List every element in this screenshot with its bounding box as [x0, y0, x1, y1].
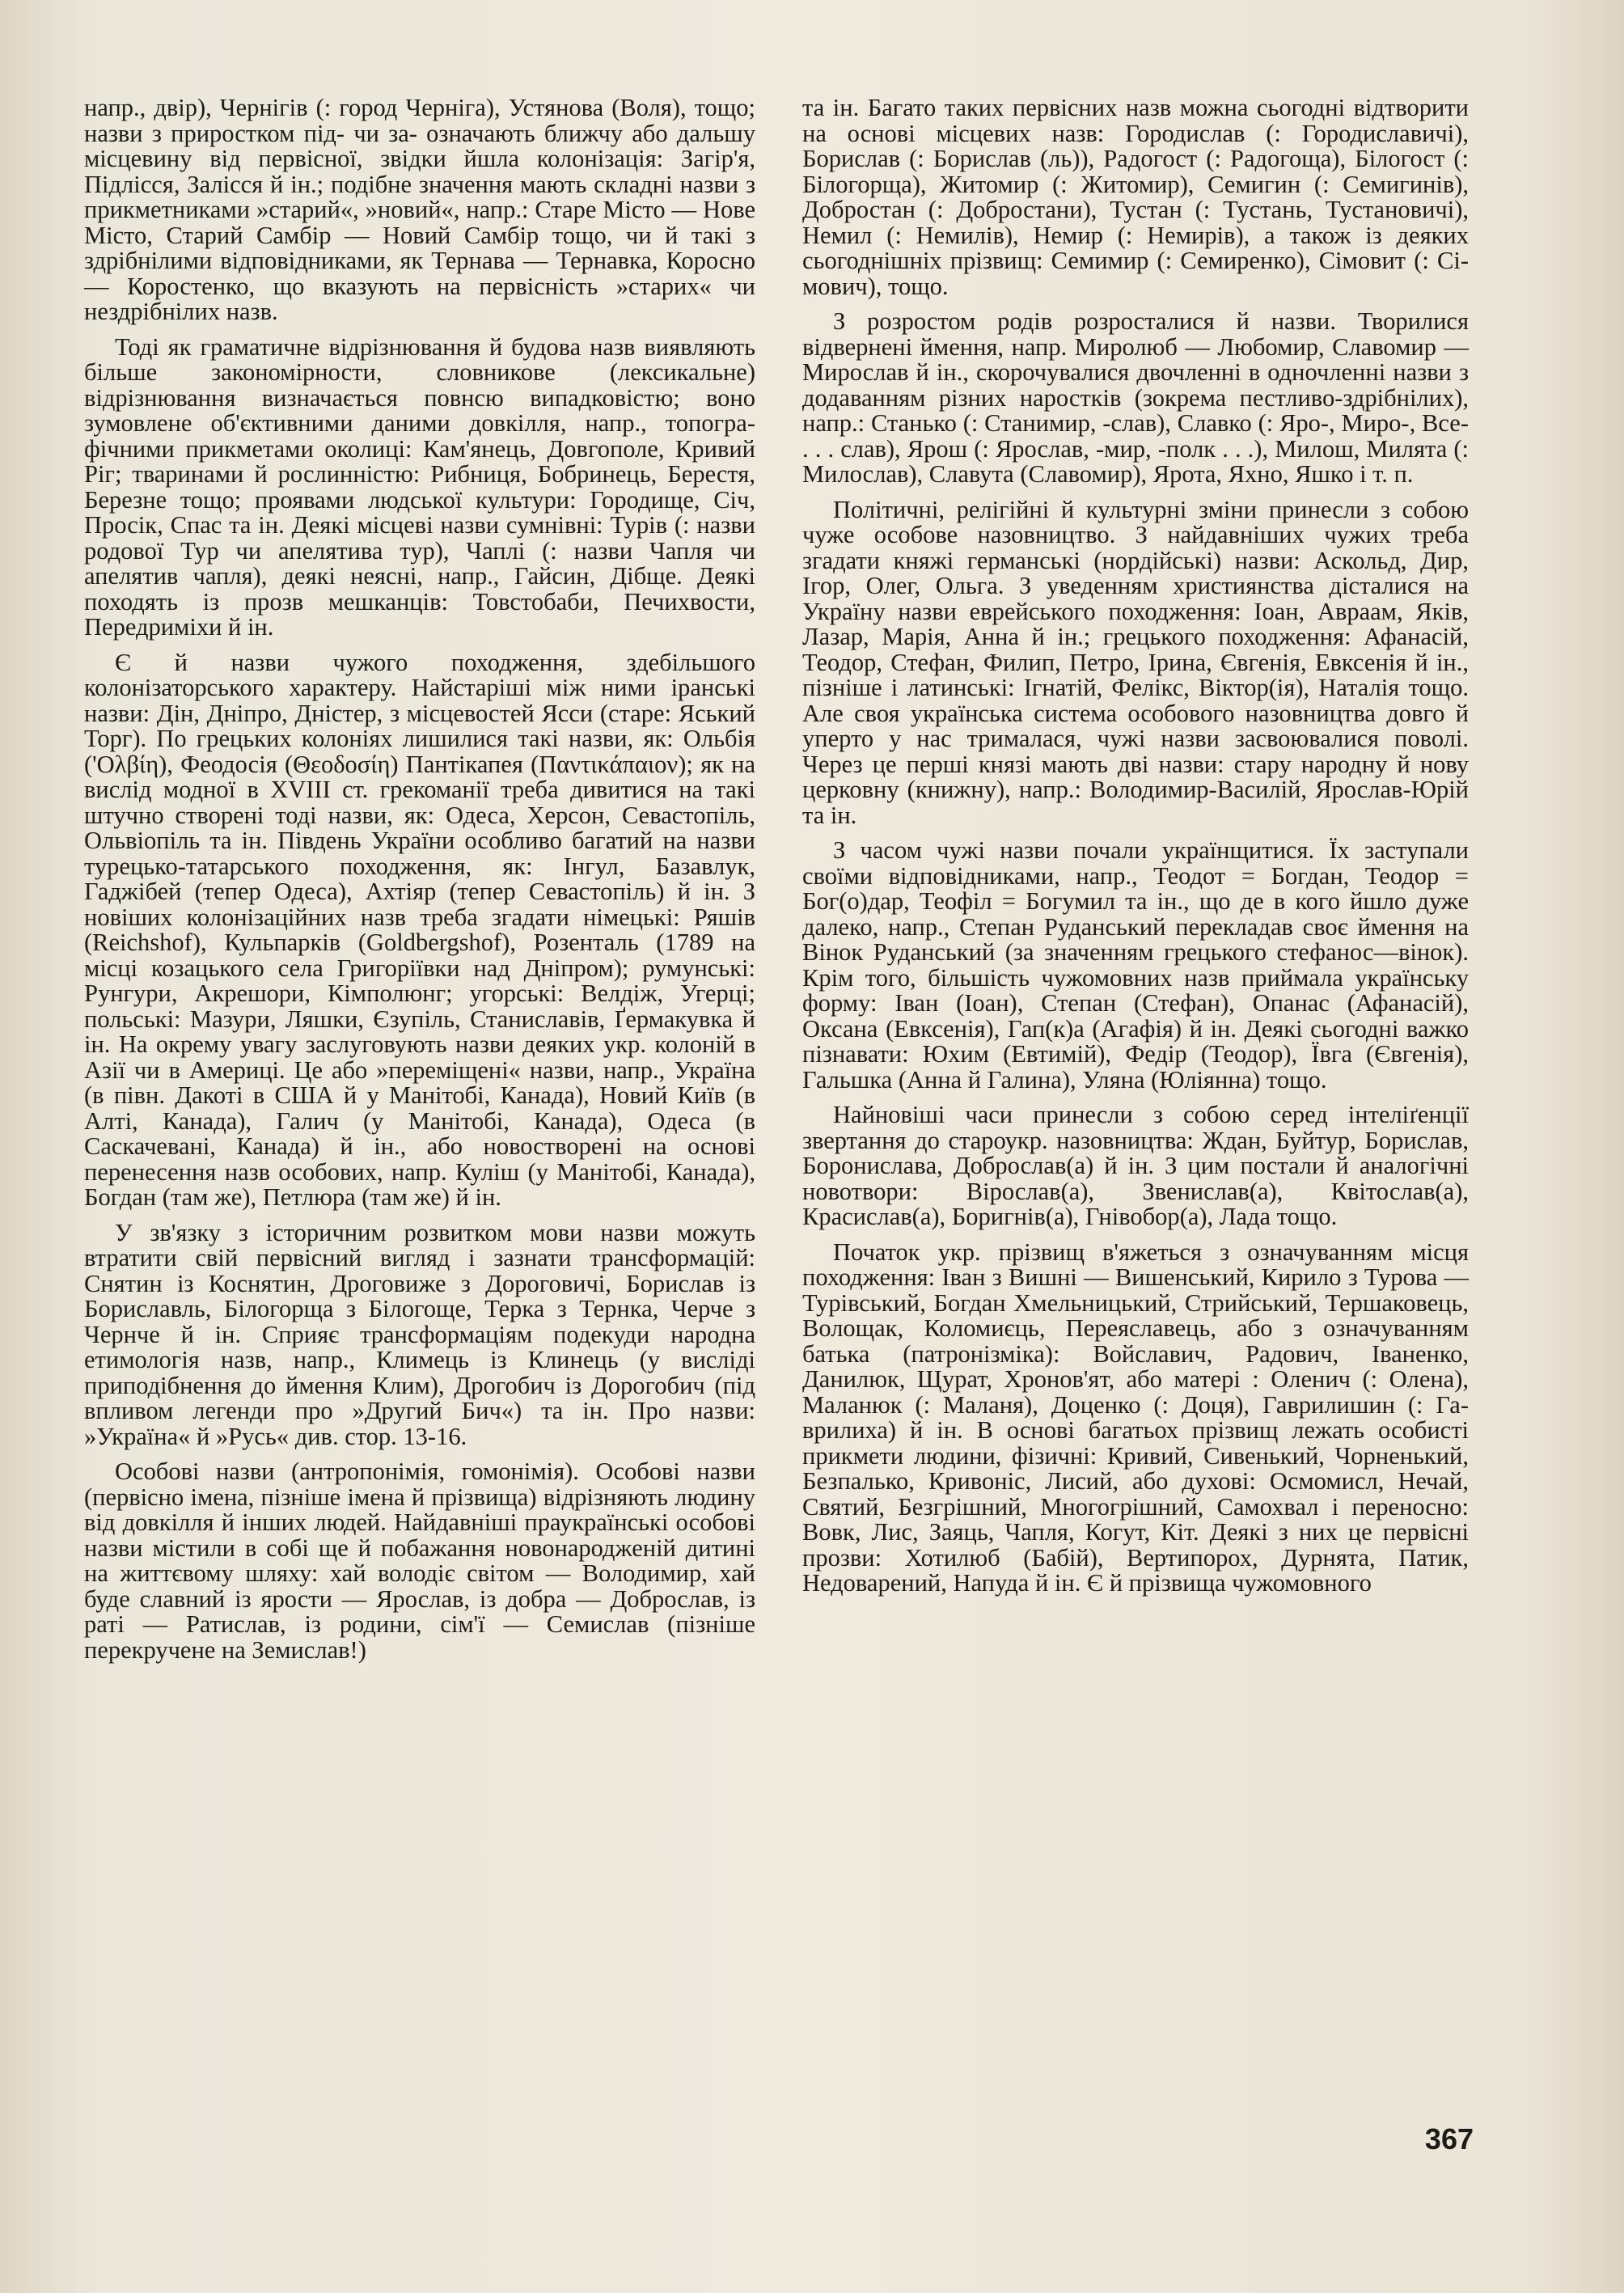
paragraph: У зв'язку з історичним розвитком мови назви можуть втратити свій первісний вигляд і зазнати трансформацій: Снятин із Коснятин, Дроговиже з Дороговичі, Борислав із Бориславль, Білогорща з Білогоще, Терка з Тернка, Черче з Чернче й ін. Сприяє трансформаціям подекуди народна етимологія назв, напр., Климець із Клинець (у висліді приподібнення до ймення Клим), Дрогобич із Дорогобич (під впливом легенди про »Другий Бич«) та ін. Про назви: »Україна« й »Русь« див. стор. 13-16.: [84, 1218, 755, 1450]
paragraph: Є й назви чужого походження, здебільшого колонізаторського характеру. Найстаріші між ними іранські назви: Дін, Дніпро, Дністер, з місцевостей Ясси (старе: Яський Торг). По грецьких колоніях лишилися такі назви, як: Ольбія ('Ολβίη), Феодосія (Θεοδοσίη) Пантікапея (Παντικάπαιον); як на вислід модної в XVIII ст. грекоманії треба дивитися на такі штучно створені тоді назви, як: Одеса, Херсон, Севастопіль, Ольвіопіль та ін. Південь України особливо багатий на назви турецько-татарського походження, як: Інгул, Базавлук, Гаджібей (тепер Одеса), Ахтіяр (тепер Севастопіль) й ін. З новіших колонізаційних назв треба згадати німецькі: Ряшів (Reichshof), Кульпарків (Goldbergshof), Розенталь (1789 на місці козацького села Григоріївки над Дніпром); румунські: Рунгури, Акрешори, Кімполюнг; угорські: Велдіж, Угерці; польські: Мазури, Ляшки, Єзупіль, Станиславів, Ґермакувка й ін. На окрему увагу заслуговують назви деяких укр. колоній в Азії чи в Америці. Це або »переміщені« назви, напр., Україна (в півн. Дакоті в США й у Манітобі, Канада), Новий Київ (в Алті, Канада), Галич (у Манітобі, Канада), Одеса (в Саскачевані, Канада) й ін., або новостворені на основі перенесення назв особових, напр. Куліш (у Манітобі, Канада), Богдан (там же), Петлюра (там же) й ін.: [84, 648, 755, 1211]
page-number: 367: [1424, 2122, 1474, 2156]
paragraph: Початок укр. прізвищ в'яжеться з означуванням місця походження: Іван з Вишні — Вишенський, Кирило з Турова — Турівський, Богдан Хмельницький, Стрийський, Тершаковець, Волощак, Коломиєць, Переяславець, або з означуванням батька (патронізміка): Войславич, Радович, Іваненко, Данилюк, Щурат, Хронов'ят, або матері : Оленич (: Олена), Маланюк (: Маланя), Доценко (: Доця), Гаврилишин (: Гаврилиха) й ін. В основі багатьох прізвищ лежать особисті прикмети людини, фізичні: Кривий, Сивенький, Чорненький, Безпалько, Кривоніс, Лисий, або духові: Осмомисл, Нечай, Святий, Безгрішний, Многогрішний, Самохвал і переносно: Вовк, Лис, Заяць, Чапля, Когут, Кіт. Деякі з них це первісні прозви: Хотилюб (Бабій), Вертипорох, Дурнята, Патик, Недоварений, Напуда й ін. Є й прізвища чужомовного: [802, 1237, 1469, 1597]
right-column: [802, 95, 1469, 1606]
paragraph: З часом чужі назви почали українщитися. Їх заступали своїми відповідниками, напр., Теодот = Богдан, Теодор = Бог(о)дар, Теофіл = Богумил та ін., що де в кого йшло дуже далеко, напр., Степан Руданський перекладав своє ймення на Вінок Руданський (за значенням грецького стефанос—вінок). Крім того, більшість чужомовних назв приймала українську форму: Іван (Іоан), Степан (Стефан), Опанас (Афанасій), Оксана (Евксенія), Гап(к)а (Агафія) й ін. Деякі сьогодні важко пізнавати: Юхим (Евтимій), Федір (Теодор), Ївга (Євгенія), Гальшка (Анна й Галина), Уляна (Юліянна) тощо.: [802, 836, 1469, 1094]
paragraph: Тоді як граматичне відрізнювання й будова назв виявляють більше закономірности, словникове (лексикальне) відрізнювання визначається повнсю випадковістю; воно зумовлене об'єктивними даними довкілля, напр., топографічними прикметами околиці: Кам'янець, Довгополе, Кривий Ріг; тваринами й рослинністю: Рибниця, Бобринець, Берестя, Березне тощо; проявами людської культури: Городище, Січ, Просік, Спас та ін. Деякі місцеві назви сумнівні: Турів (: назви родової Тур чи апелятива тур), Чаплі (: назви Чапля чи апелятив чапля), деякі неясні, напр., Гайсин, Дібще. Деякі походять із прозв мешканців: Товстобаби, Печихвости, Передриміхи й ін.: [84, 332, 755, 641]
paragraph: Політичні, релігійні й культурні зміни принесли з собою чуже особове назовництво. З найдавніших чужих треба згадати княжі германські (нордійські) назви: Аскольд, Дир, Ігор, Олег, Ольга. З уведенням християнства дісталися на Україну назви еврейського походження: Іоан, Авраам, Яків, Лазар, Марія, Анна й ін.; грецького походження: Афанасій, Теодор, Стефан, Филип, Петро, Ірина, Євгенія, Евксенія й ін., пізніше і латинські: Ігнатій, Фелікс, Віктор(ія), Наталія тощо. Але своя українська система особового назовництва довго й уперто у нас трималася, чужі назви засвоювалися поволі. Через це перші князі мають дві назви: стару народну й нову церковну (книжну), напр.: Володимир-Василій, Ярослав-Юрій та ін.: [802, 495, 1469, 829]
paragraph: З розростом родів розросталися й назви. Творилися відвернені ймення, напр. Миролюб — Любомир, Славомир — Мирослав й ін., скорочувалися двочленні в одночленні назви з додаванням різних наростків (зокрема пестливо-здрібнілих), напр.: Станько (: Станимир, -слав), Славко (: Яро-, Миро-, Все- . . . слав), Ярош (: Ярослав, -мир, -полк . . .), Милош, Милята (: Милослав), Славута (Славомир), Ярота, Яхно, Яшко і т. п.: [802, 307, 1469, 488]
paragraph: Особові назви (антропонімія, гомонімія). Особові назви (первісно імена, пізніше імена й прізвища) відрізняють людину від довкілля й інших людей. Найдавніші праукраїнські особові назви містили в собі ще й побажання новонародженій дитині на життєвому шляху: хай володіє світом — Володимир, хай буде славний із ярости — Ярослав, із добра — Доброслав, із раті — Ратислав, із родини, сім'ї — Семислав (пізніше перекручене на Земислав!): [84, 1457, 755, 1664]
paragraph: Найновіші часи принесли з собою серед інтеліґенції звертання до староукр. назовництва: Ждан, Буйтур, Борислав, Борониславa, Доброслав(а) й ін. З цим постали й аналогічні новотвори: Вірослав(а), Звенислав(а), Квітослав(а), Красислав(а), Боригнів(а), Гнівобор(а), Лада тощо.: [802, 1101, 1469, 1230]
paragraph: та ін. Багато таких первісних назв можна сьогодні відтворити на основі місцевих назв: Городислав (: Городиславичі), Борислав (: Борислав (ль)), Радогост (: Радогоща), Білогост (: Білогорща), Житомир (: Житомир), Семигин (: Семигинів), Добростан (: Добростани), Тустан (: Тустань, Тустановичі), Немил (: Немилів), Немир (: Немирів), а також із деяких сьогоднішніх прізвищ: Семимир (: Семиренко), Сімовит (: Сімович), тощо.: [802, 94, 1469, 300]
paragraph: напр., двір), Чернігів (: город Черніга), Устянова (Воля), тощо; назви з приростком під- чи за- означають ближчу або дальшу місцевину від первісної, звідки йшла колонізація: Загір'я, Підлісся, Залісся й ін.; подібне значення мають складні назви з прикметниками »старий«, »новий«, напр.: Старе Місто — Нове Місто, Старий Самбір — Новий Самбір тощо, чи й такі з здрібнілими відповідниками, як Тернава — Тернавка, Коросно — Коростенко, що вказують на первісність »старих« чи нездрібнілих назв.: [84, 94, 755, 325]
left-column: [84, 95, 755, 1673]
